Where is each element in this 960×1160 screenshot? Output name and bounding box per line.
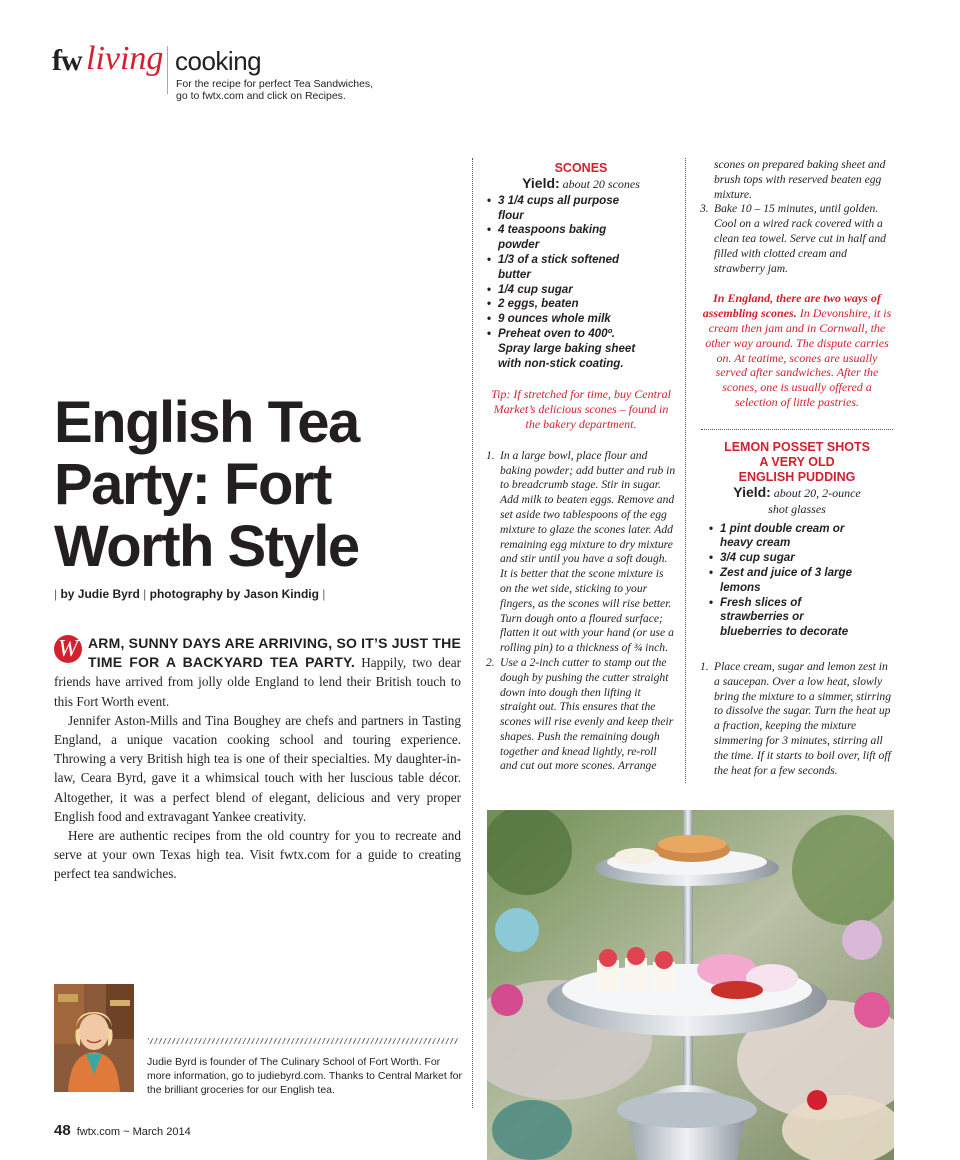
instruction-step	[486, 449, 676, 656]
lead-in: ARM, SUNNY DAYS ARE ARRIVING, SO IT’S JUST THE TIME FOR A BACKYARD TEA PARTY.	[88, 635, 461, 671]
ingredient-list	[486, 194, 676, 372]
ingredient-item: • 9 ounces whole milk	[486, 312, 676, 327]
ingredient-item: • 3/4 cup sugar	[708, 551, 894, 566]
ingredient-item: • 3 1/4 cups all purpose flour	[486, 194, 676, 224]
step-text: In a large bowl, place flour and baking powder; add butter and rub in to breadcrumb stage. Stir in sugar. Add milk to beaten eggs. Remove and set aside two tablespoons of the egg mixture to glaze the scones later. Add remaining egg mixture to dry mixture and stir until you have a soft dough. It is better that the scone mixture is on the wet side, sticking to your fingers, as the scones will rise better. Turn dough onto a floured surface; flatten it out with your hand (or use a rolling pin) to a thickness of ¾ inch.	[500, 448, 676, 655]
recipe-title: SCONES	[554, 161, 608, 175]
scones-recipe-continued	[700, 158, 894, 410]
column-divider	[472, 158, 473, 1108]
byline	[54, 587, 325, 601]
yield-label: Yield:	[733, 484, 771, 500]
author-bio: Judie Byrd is founder of The Culinary School of Fort Worth. For more information, go to judiebyrd.com. Thanks to Central Market for the brilliant groceries for our English tea.	[147, 1056, 462, 1096]
header-divider	[167, 46, 168, 94]
instruction-list	[700, 202, 894, 276]
publication-date: fwtx.com ~ March 2014	[76, 1126, 191, 1138]
section-label: cooking	[175, 46, 262, 76]
recipe-tip: Tip: If stretched for time, buy Central Market’s delicious scones – found in the bakery department.	[491, 387, 671, 431]
step-number: 3.	[700, 202, 709, 216]
ingredient-item: • Zest and juice of 3 large lemons	[708, 566, 894, 596]
instruction-step	[700, 202, 894, 276]
instruction-step	[700, 660, 894, 778]
yield-value: about 20, 2-ounce shot glasses	[768, 486, 861, 516]
scones-note	[700, 291, 894, 409]
recipe-yield	[486, 176, 676, 193]
ingredient-item: • 1/3 of a stick softened butter	[486, 253, 676, 283]
decorative-hatch-rule	[148, 1038, 458, 1044]
column-divider	[685, 158, 686, 783]
recipe-title	[700, 440, 894, 485]
byline-separator: |	[139, 587, 150, 601]
scones-recipe	[486, 161, 676, 774]
ingredient-item: • Fresh slices of strawberries or blueberries to decorate	[708, 596, 894, 640]
author-photo-image	[54, 984, 134, 1092]
recipe-title-line: ENGLISH PUDDING	[738, 470, 856, 484]
recipe-title-line: LEMON POSSET SHOTS	[724, 440, 870, 454]
tea-party-photo	[487, 810, 894, 1160]
instruction-step	[486, 656, 676, 774]
magazine-logo-living: living	[86, 40, 164, 77]
page-number: 48	[54, 1122, 71, 1139]
byline-separator: |	[318, 587, 326, 601]
paragraph-text: Happily, two dear friends have arrived from jolly olde England to lend their British touch to this Fort Worth event.	[54, 655, 461, 709]
byline-photographer: photography by Jason Kindig	[149, 587, 319, 601]
yield-value: about 20 scones	[562, 177, 640, 191]
recipe-title-line: A VERY OLD	[759, 455, 835, 469]
page-footer	[54, 1122, 191, 1139]
ingredient-item: • 4 teaspoons baking powder	[486, 223, 676, 253]
drop-cap: W	[54, 635, 82, 663]
ingredient-item: • 1 pint double cream or heavy cream	[708, 522, 894, 552]
step-number: 2.	[486, 655, 495, 669]
ingredient-item: • 2 eggs, beaten	[486, 297, 676, 312]
magazine-logo-fw: fw	[52, 44, 82, 77]
yield-label: Yield:	[522, 175, 560, 191]
tea-stand-image	[487, 810, 894, 1160]
recipe-divider	[701, 429, 893, 430]
ingredient-list	[700, 522, 894, 640]
step-text: Place cream, sugar and lemon zest in a saucepan. Over a low heat, slowly bring the mixture to a simmer, stirring to dissolve the sugar. Turn the heat up a fraction, keeping the mixture simmering for 3 minutes, stirring all the time. If it starts to boil over, lift off the heat for a few seconds.	[714, 659, 892, 777]
note-text: In Devonshire, it is cream then jam and in Cornwall, the other way around. The dispute carries on. At teatime, scones are usually served after sandwiches. After the scones, one is usually offered a selection of little pastries.	[705, 306, 892, 409]
step-text: Use a 2-inch cutter to stamp out the dough by pushing the cutter straight down into dough then lifting it straight out. This ensures that the scones will rise evenly and keep their shapes. Push the remaining dough together and knead lightly, re-roll and cut out more scones. Arrange	[500, 655, 674, 773]
ingredient-item: • Preheat oven to 400º. Spray large baking sheet with non-stick coating.	[486, 327, 676, 371]
article-body	[54, 634, 461, 884]
article-title: English Tea Party: Fort Worth Style	[54, 390, 359, 579]
instruction-list	[700, 660, 894, 778]
posset-recipe	[700, 440, 894, 778]
instruction-list	[486, 449, 676, 775]
step-number: 1.	[700, 659, 709, 673]
byline-author: by Judie Byrd	[60, 587, 140, 601]
recipe-yield	[700, 485, 894, 518]
note-lead: In England, there are two ways of assembling scones.	[702, 291, 881, 321]
author-photo	[54, 984, 134, 1092]
byline-separator: |	[54, 587, 61, 601]
continued-text: scones on prepared baking sheet and brush tops with reserved beaten egg mixture.	[714, 158, 886, 201]
step-number: 1.	[486, 448, 495, 462]
article-paragraph	[54, 634, 461, 711]
article-paragraph: Here are authentic recipes from the old country for you to recreate and serve at your own Texas high tea. Visit fwtx.com for a guide to creating perfect tea sandwiches.	[54, 828, 461, 882]
step-text: Bake 10 – 15 minutes, until golden. Cool on a wired rack covered with a clean tea towel. Serve cut in half and filled with clotted cream and strawberry jam.	[714, 202, 886, 275]
article-paragraph: Jennifer Aston-Mills and Tina Boughey are chefs and partners in Tasting England, a unique vacation cooking school and touring experience. Throwing a very British high tea is one of their specialties. My daughter-in-law, Ceara Byrd, gave it a whimsical touch with her luscious table décor. Altogether, it was a perfect blend of elegant, delicious and very proper English food and extravagant Yankee creativity.	[54, 712, 461, 824]
header-recipe-note: For the recipe for perfect Tea Sandwiches, go to fwtx.com and click on Recipes.	[176, 78, 374, 102]
ingredient-item: • 1/4 cup sugar	[486, 283, 676, 298]
